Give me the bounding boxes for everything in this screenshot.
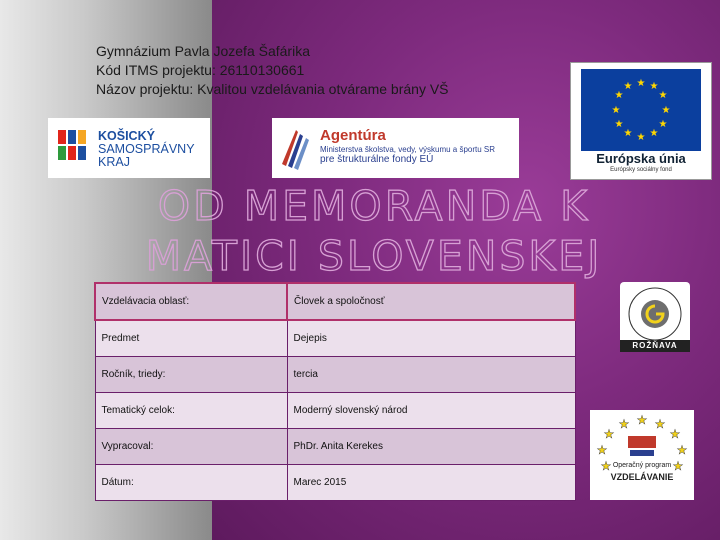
project-code: Kód ITMS projektu: 26110130661 [96, 62, 305, 78]
svg-text:★: ★ [596, 443, 608, 457]
row-value: Moderný slovenský národ [287, 393, 575, 429]
svg-text:★: ★ [676, 443, 688, 457]
eu-name: Európska únia [596, 151, 686, 166]
eu-subtitle: Európsky sociálny fond [610, 167, 672, 173]
row-value: PhDr. Anita Kerekes [287, 429, 575, 465]
table-row [95, 393, 575, 429]
row-value: Človek a spoločnosť [287, 283, 575, 320]
row-label: Ročník, triedy: [95, 357, 287, 393]
svg-text:★: ★ [623, 128, 633, 139]
svg-text:★: ★ [603, 427, 615, 441]
svg-text:★: ★ [649, 128, 659, 139]
svg-text:★: ★ [658, 90, 668, 101]
row-label: Vzdelávacia oblasť: [95, 283, 287, 320]
agency-subtitle-1: Ministerstva školstva, vedy, výskumu a športu SR [320, 145, 496, 154]
project-name: Názov projektu: Kvalitou vzdelávania otvárame brány VŠ [96, 81, 449, 97]
eu-flag-icon [581, 69, 701, 151]
kosice-line-3: KRAJ [98, 155, 130, 169]
kosice-line-1: KOŠICKÝ [98, 129, 155, 143]
svg-text:★: ★ [600, 459, 612, 473]
info-table [94, 282, 576, 501]
school-seal-logo [620, 282, 690, 352]
agency-logo [272, 118, 519, 178]
table-row [95, 357, 575, 393]
svg-text:★: ★ [636, 132, 646, 143]
school-name: Gymnázium Pavla Jozefa Šafárika [96, 43, 310, 59]
row-value: tercia [287, 357, 575, 393]
svg-text:★: ★ [614, 119, 624, 130]
op-label-1: Operačný program [612, 462, 672, 469]
svg-text:★: ★ [623, 81, 633, 92]
eu-logo [570, 62, 712, 180]
svg-text:★: ★ [636, 78, 646, 89]
svg-text:★: ★ [614, 90, 624, 101]
svg-text:★: ★ [618, 417, 630, 431]
seal-city: ROŽŇAVA [632, 341, 678, 350]
table-row [95, 320, 575, 357]
agency-subtitle [320, 145, 515, 165]
agency-title: Agentúra [320, 127, 386, 144]
svg-text:★: ★ [658, 119, 668, 130]
row-value: Dejepis [287, 320, 575, 357]
svg-text:★: ★ [661, 105, 671, 116]
table-row [95, 283, 575, 320]
agency-subtitle-2: pre štrukturálne fondy EÚ [320, 154, 434, 165]
book-icon [278, 124, 314, 172]
row-value: Marec 2015 [287, 465, 575, 501]
svg-text:★: ★ [649, 81, 659, 92]
op-label-2: VZDELÁVANIE [610, 472, 674, 482]
svg-text:★: ★ [669, 427, 681, 441]
row-label: Tematický celok: [95, 393, 287, 429]
kosice-region-mark-icon [56, 128, 92, 168]
op-stars-icon [590, 410, 694, 500]
svg-text:★: ★ [611, 105, 621, 116]
project-header [96, 42, 449, 99]
row-label: Predmet [95, 320, 287, 357]
table-row [95, 465, 575, 501]
operational-program-logo [590, 410, 694, 500]
row-label: Vypracoval: [95, 429, 287, 465]
svg-text:★: ★ [636, 413, 648, 427]
svg-text:★: ★ [672, 459, 684, 473]
table-row [95, 429, 575, 465]
kosice-region-logo [48, 118, 210, 178]
kosice-line-2: SAMOSPRÁVNY [98, 142, 195, 156]
row-label: Dátum: [95, 465, 287, 501]
svg-text:★: ★ [654, 417, 666, 431]
page-title: OD MEMORANDA K MATICI SLOVENSKEJ [145, 182, 603, 280]
